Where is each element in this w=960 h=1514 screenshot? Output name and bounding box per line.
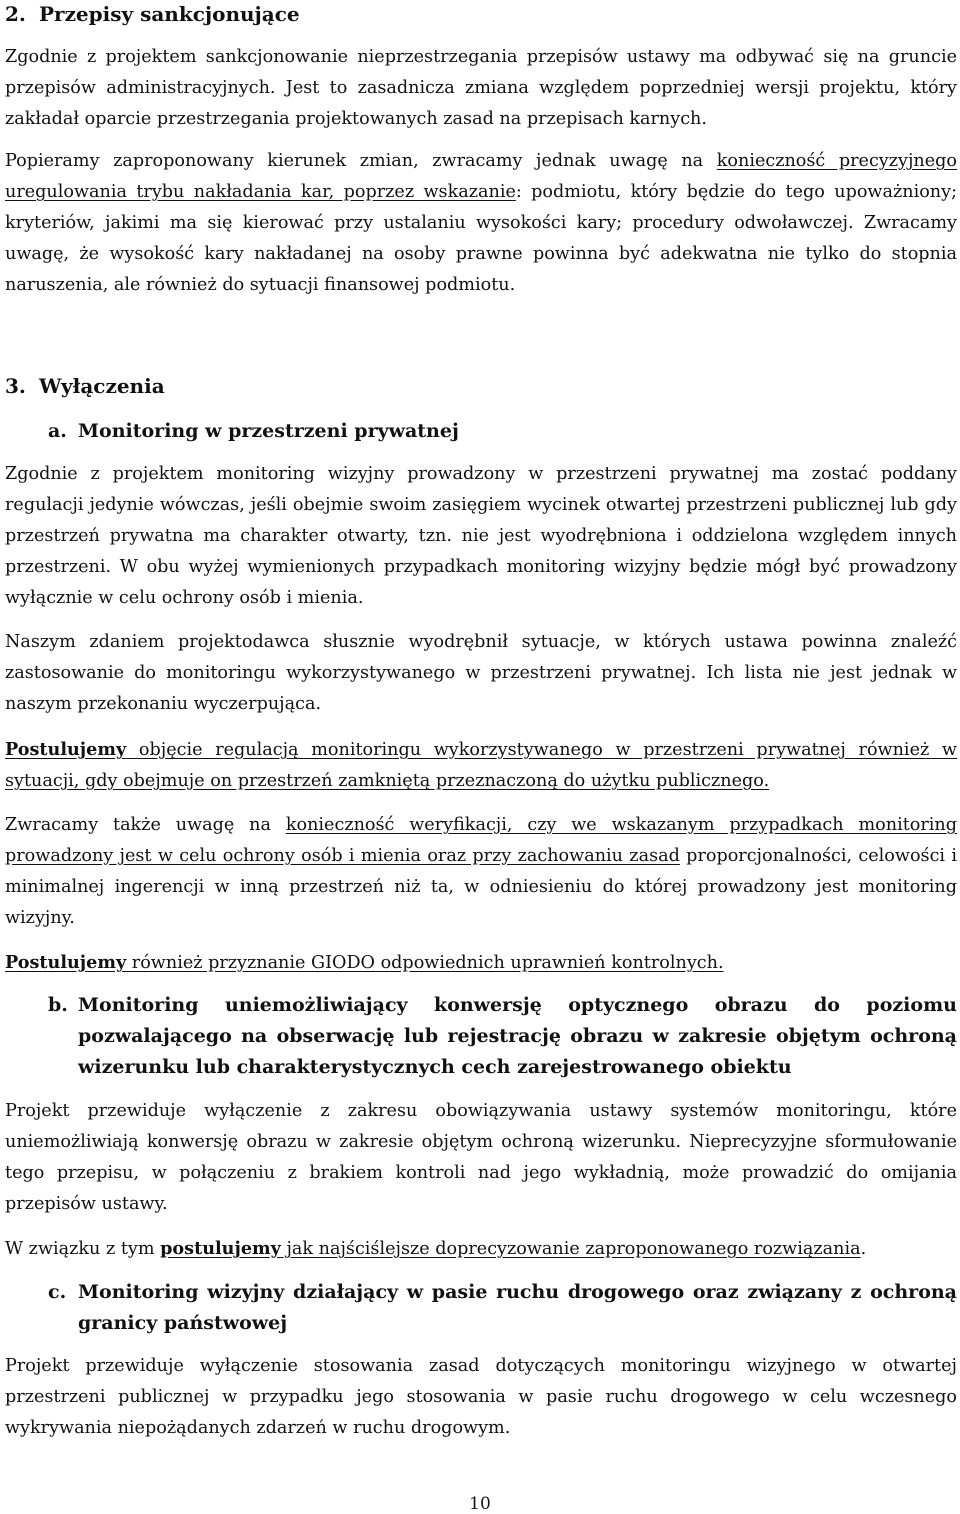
subsection-a-paragraph-1: Zgodnie z projektem monitoring wizyjny prowadzony w przestrzeni prywatnej ma zostać poddany regulacji jedynie wówczas, jeśli obejmie swoim zasięgiem wycinek otwartej przestrzeni publicznej lub gdy przestrzeń prywatna ma charakter otwarty, tzn. nie jest wyodrębniona i oddzielona względem innych przestrzeni. W obu wyżej wymienionych przypadkach monitoring wizyjny będzie mógł być prowadzony wyłącznie w celu ochrony osób i mienia. <box>5 464 957 608</box>
subsection-title: Monitoring wizyjny działający w pasie ruchu drogowego oraz związany z ochroną granicy państwowej <box>78 1281 957 1334</box>
subsection-a-paragraph-2: Naszym zdaniem projektodawca słusznie wyodrębnił sytuacje, w których ustawa powinna znaleźć zastosowanie do monitoringu wykorzystywanego w przestrzeni prywatnej. Ich lista nie jest jednak w naszym przekonaniu wyczerpująca. <box>5 632 957 714</box>
subsection-label: a. <box>48 420 67 442</box>
subsection-label: c. <box>48 1281 67 1303</box>
section-title: Przepisy sankcjonujące <box>39 2 300 26</box>
page-number: 10 <box>469 1494 491 1514</box>
subsection-a-paragraph-4 <box>5 810 957 934</box>
section-2-paragraph-2 <box>5 146 957 301</box>
underlined-text: konieczność precyzyjnego uregulowania trybu nakładania kar, poprzez wskazanie <box>5 151 957 202</box>
section-2-heading <box>5 2 300 26</box>
paragraph-text: Zwracamy także uwagę na <box>5 815 286 835</box>
emphasis-text: Postulujemy <box>5 739 127 760</box>
subsection-b-heading <box>48 990 957 1083</box>
subsection-a-heading <box>48 416 957 447</box>
subsection-b-paragraph-2 <box>5 1233 957 1265</box>
section-3-heading <box>5 374 165 398</box>
paragraph-text: Popieramy zaproponowany kierunek zmian, zwracamy jednak uwagę na <box>5 151 717 171</box>
paragraph-text: proporcjonalności, celowości i minimalnej ingerencji w inną przestrzeń niż ta, w odniesieniu do której prowadzony jest monitoring wizyjny. <box>5 846 957 928</box>
subsection-title: Monitoring w przestrzeni prywatnej <box>78 420 459 442</box>
section-number: 3. <box>5 374 26 398</box>
paragraph-text: W związku z tym <box>5 1239 161 1259</box>
section-2-paragraph-1: Zgodnie z projektem sankcjonowanie nieprzestrzegania przepisów ustawy ma odbywać się na gruncie przepisów administracyjnych. Jest to zasadnicza zmiana względem poprzedniej wersji projektu, który zakładał oparcie przestrzegania projektowanych zasad na przepisach karnych. <box>5 47 957 129</box>
section-number: 2. <box>5 2 26 26</box>
section-title: Wyłączenia <box>39 374 165 398</box>
underlined-text: jak najściślejsze doprecyzowanie zaproponowanego rozwiązania <box>280 1239 861 1259</box>
subsection-title: Monitoring uniemożliwiający konwersję optycznego obrazu do poziomu pozwalającego na obserwację lub rejestrację obrazu w zakresie objętym ochroną wizerunku lub charakterystycznych cech zarejestrowanego obiektu <box>78 994 957 1078</box>
emphasis-text: Postulujemy <box>5 952 127 973</box>
subsection-b-paragraph-1: Projekt przewiduje wyłączenie z zakresu obowiązywania ustawy systemów monitoringu, które uniemożliwiają konwersję obrazu w zakresie objętym ochroną wizerunku. Nieprecyzyjne sformułowanie tego przepisu, w połączeniu z brakiem kontroli nad jego wykładnią, może prowadzić do omijania przepisów ustawy. <box>5 1101 957 1214</box>
subsection-a-paragraph-5 <box>5 947 957 979</box>
paragraph-text: . <box>860 1239 867 1259</box>
emphasis-text: postulujemy <box>160 1238 281 1259</box>
paragraph-text: : podmiotu, który będzie do tego upoważniony; kryteriów, jakimi ma się kierować przy ustalaniu wysokości kary; procedury odwoławczej. Zwracamy uwagę, że wysokość kary nakładanej na osoby prawne powinna być adekwatna nie tylko do stopnia naruszenia, ale również do sytuacji finansowej podmiotu. <box>5 182 957 295</box>
subsection-label: b. <box>48 994 68 1016</box>
subsection-c-paragraph-1: Projekt przewiduje wyłączenie stosowania zasad dotyczących monitoringu wizyjnego w otwartej przestrzeni publicznej w przypadku jego stosowania w pasie ruchu drogowego w celu wczesnego wykrywania niepożądanych zdarzeń w ruchu drogowym. <box>5 1356 957 1438</box>
underlined-text: również przyznanie GIODO odpowiednich uprawnień kontrolnych. <box>126 953 724 973</box>
underlined-text: konieczność weryfikacji, czy we wskazanym przypadkach monitoring prowadzony jest w celu ochrony osób i mienia oraz przy zachowaniu zasad <box>5 815 957 866</box>
subsection-c-heading <box>48 1277 957 1339</box>
underlined-text: objęcie regulacją monitoringu wykorzystywanego w przestrzeni prywatnej również w sytuacji, gdy obejmuje on przestrzeń zamkniętą przeznaczoną do użytku publicznego. <box>5 740 957 791</box>
subsection-a-paragraph-3 <box>5 734 957 797</box>
